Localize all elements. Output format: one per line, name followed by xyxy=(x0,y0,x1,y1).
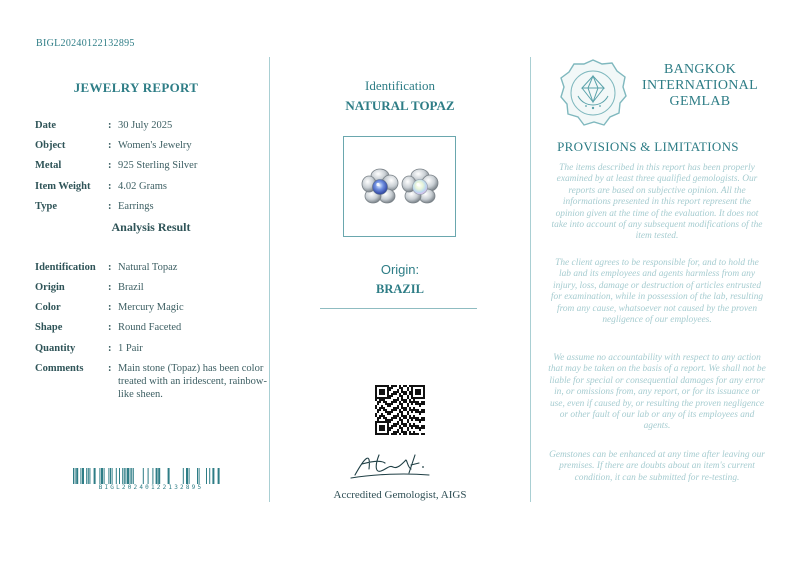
earring-right xyxy=(402,169,438,203)
provisions-paragraph: The client agrees to be responsible for, and to hold the lab and its employees and agents harmless from any injury, loss, damage or destruction of articles entrusted for examination, while in possession of the lab, resulting from any cause, whatsoever not caused by the proven negligence of our employees. xyxy=(550,258,764,326)
analysis-value: 1 Pair xyxy=(118,343,143,354)
detail-key: Object xyxy=(35,140,66,151)
identification-label: Identification xyxy=(364,78,436,93)
detail-key: Date xyxy=(35,120,56,131)
provisions-paragraph: The items described in this report has been properly examined by at least three qualified gemologists. Our reports are based on subjective opinion. All the informations presented in this report represent the opinion given at the time of the evaluation. It does not take into account of any subsequent modifications of the item tested. xyxy=(551,163,763,242)
analysis-key: Shape xyxy=(35,322,63,333)
lab-seal-logo xyxy=(558,58,628,128)
provisions-paragraph: Gemstones can be enhanced at any time after leaving our premises. If there are doubts about an item's current condition, it can be submitted for re-testing. xyxy=(549,450,765,483)
detail-key: Item Weight xyxy=(35,181,91,192)
detail-value: Women's Jewelry xyxy=(118,140,192,151)
detail-value: 30 July 2025 xyxy=(118,120,173,131)
colon: : xyxy=(108,181,112,192)
analysis-title: Analysis Result xyxy=(111,220,191,234)
lab-name-line: INTERNATIONAL xyxy=(642,78,758,93)
detail-value: 925 Sterling Silver xyxy=(118,160,198,171)
qr-code xyxy=(375,385,425,435)
product-photo xyxy=(343,136,456,237)
provisions-paragraph: We assume no accountability with respect to any action that may be taken on the basis of a report. We shall not be liable for special or consequential damages for any error in, or omissions from, any report, or for its issuance or use, even if caused by, or resulting the proven negligence or other fault of our lab or any of its employees and agents. xyxy=(548,353,766,432)
detail-value: 4.02 Grams xyxy=(118,181,167,192)
lab-name xyxy=(640,62,760,110)
analysis-value: Main stone (Topaz) has been color treated with an iridescent, rainbow- like sheen. xyxy=(118,363,267,400)
colon: : xyxy=(108,282,112,293)
detail-key: Type xyxy=(35,201,57,212)
earrings-image xyxy=(344,137,455,236)
gemologist-signature xyxy=(345,447,435,483)
colon: : xyxy=(108,363,112,374)
analysis-value: Round Faceted xyxy=(118,322,182,333)
colon: : xyxy=(108,120,112,131)
lab-name-line: GEMLAB xyxy=(669,94,731,109)
analysis-key: Origin xyxy=(35,282,65,293)
detail-key: Metal xyxy=(35,160,62,171)
analysis-key: Identification xyxy=(35,262,96,273)
provisions-title: PROVISIONS & LIMITATIONS xyxy=(557,139,739,154)
origin-underline xyxy=(320,308,477,309)
analysis-value: Brazil xyxy=(118,282,144,293)
colon: : xyxy=(108,160,112,171)
barcode-text: BIGL20240122132895 xyxy=(98,484,204,491)
colon: : xyxy=(108,262,112,273)
divider-right xyxy=(530,57,531,502)
lab-name-line: BANGKOK xyxy=(663,62,737,77)
barcode-graphic xyxy=(73,468,229,484)
colon: : xyxy=(108,140,112,151)
analysis-key: Comments xyxy=(35,363,84,374)
analysis-value: Mercury Magic xyxy=(118,302,184,313)
colon: : xyxy=(108,302,112,313)
colon: : xyxy=(108,322,112,333)
earring-left xyxy=(362,169,401,203)
identification-value: NATURAL TOPAZ xyxy=(345,98,455,113)
colon: : xyxy=(108,343,112,354)
origin-value: BRAZIL xyxy=(376,282,424,296)
analysis-key: Quantity xyxy=(35,343,76,354)
analysis-key: Color xyxy=(35,302,61,313)
gemologist-title: Accredited Gemologist, AIGS xyxy=(333,489,467,501)
origin-label: Origin: xyxy=(380,262,420,277)
colon: : xyxy=(108,201,112,212)
report-title: JEWELRY REPORT xyxy=(73,80,199,95)
report-id: BIGL20240122132895 xyxy=(36,38,135,49)
analysis-value: Natural Topaz xyxy=(118,262,178,273)
detail-value: Earrings xyxy=(118,201,154,212)
